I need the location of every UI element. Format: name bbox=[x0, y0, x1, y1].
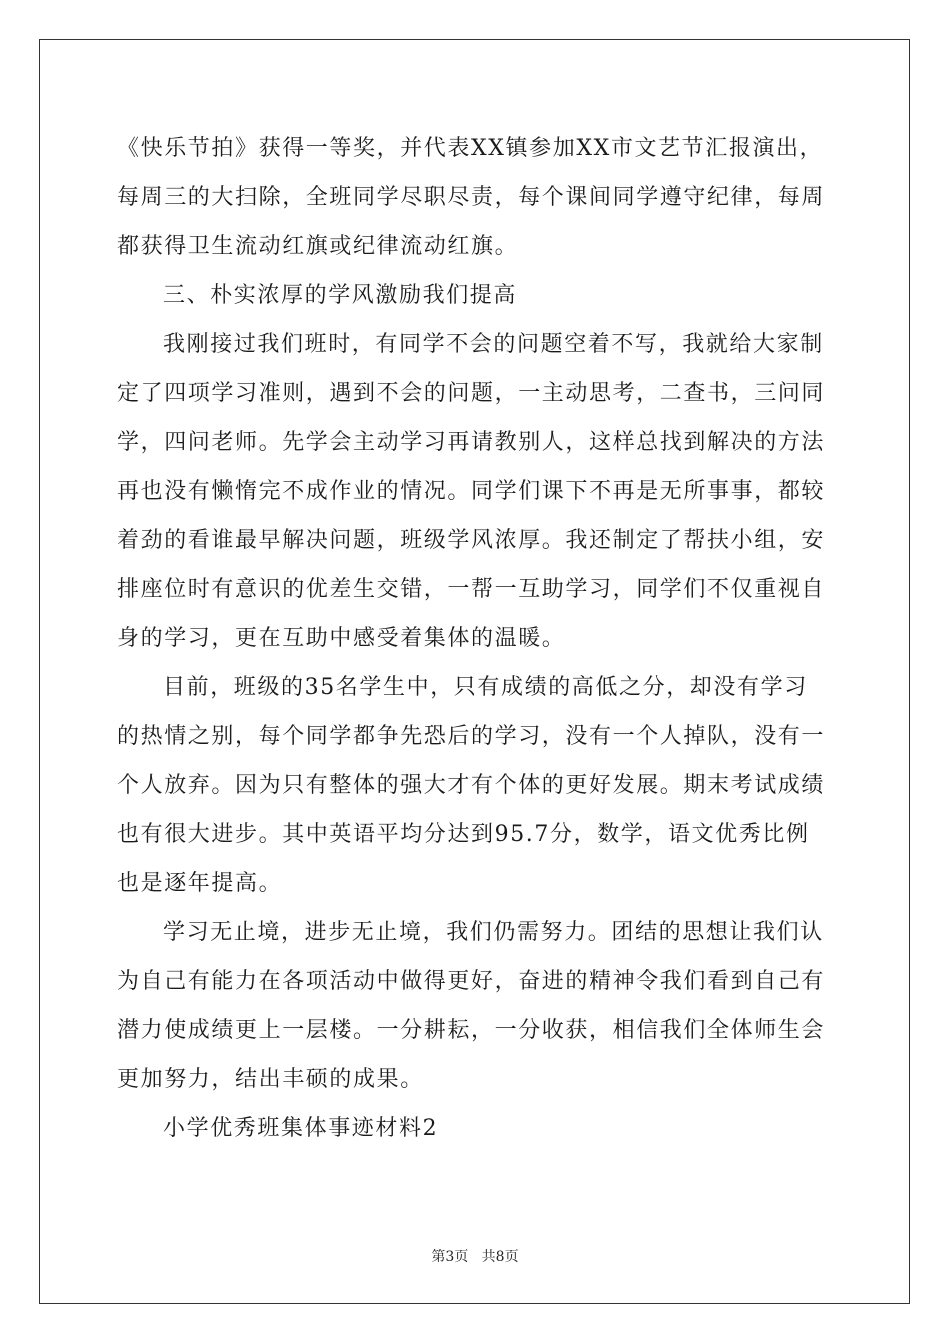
text-line: 身的学习，更在互助中感受着集体的温暖。 bbox=[117, 626, 566, 651]
text-line: 目前，班级的35名学生中，只有成绩的高低之分，却没有学习 bbox=[163, 675, 808, 700]
text-line: 学习无止境，进步无止境，我们仍需努力。团结的思想让我们认 bbox=[163, 920, 824, 945]
text-line: 定了四项学习准则，遇到不会的问题，一主动思考，二查书，三问同 bbox=[117, 381, 826, 406]
page-number-footer: 第3页 共8页 bbox=[431, 1249, 519, 1265]
text-line: 再也没有懒惰完不成作业的情况。同学们课下不再是无所事事，都较 bbox=[117, 479, 826, 504]
text-line: 也有很大进步。其中英语平均分达到95.7分，数学，语文优秀比例 bbox=[117, 822, 810, 847]
text-line: 潜力使成绩更上一层楼。一分耕耘，一分收获，相信我们全体师生会 bbox=[117, 1018, 826, 1043]
text-line: 个人放弃。因为只有整体的强大才有个体的更好发展。期末考试成绩 bbox=[117, 773, 826, 798]
paragraph-lines bbox=[117, 124, 833, 1153]
text-line: 都获得卫生流动红旗或纪律流动红旗。 bbox=[117, 234, 519, 259]
text-line: 我刚接过我们班时，有同学不会的问题空着不写，我就给大家制 bbox=[163, 332, 824, 357]
text-line: 着劲的看谁最早解决问题，班级学风浓厚。我还制定了帮扶小组，安 bbox=[117, 528, 826, 553]
text-line: 排座位时有意识的优差生交错，一帮一互助学习，同学们不仅重视自 bbox=[117, 577, 826, 602]
text-line: 更加努力，结出丰硕的成果。 bbox=[117, 1067, 424, 1092]
text-line: 为自己有能力在各项活动中做得更好，奋进的精神令我们看到自己有 bbox=[117, 969, 826, 994]
text-line: 《快乐节拍》获得一等奖，并代表XX镇参加XX市文艺节汇报演出， bbox=[117, 136, 824, 161]
text-line: 三、朴实浓厚的学风激励我们提高 bbox=[163, 283, 518, 308]
text-line: 的热情之别，每个同学都争先恐后的学习，没有一个人掉队，没有一 bbox=[117, 724, 826, 749]
text-line: 小学优秀班集体事迹材料2 bbox=[163, 1116, 439, 1141]
text-line: 学，四问老师。先学会主动学习再请教别人，这样总找到解决的方法 bbox=[117, 430, 826, 455]
document-body bbox=[117, 124, 833, 1153]
text-line: 每周三的大扫除，全班同学尽职尽责，每个课间同学遵守纪律，每周 bbox=[117, 185, 826, 210]
text-line: 也是逐年提高。 bbox=[117, 871, 283, 896]
